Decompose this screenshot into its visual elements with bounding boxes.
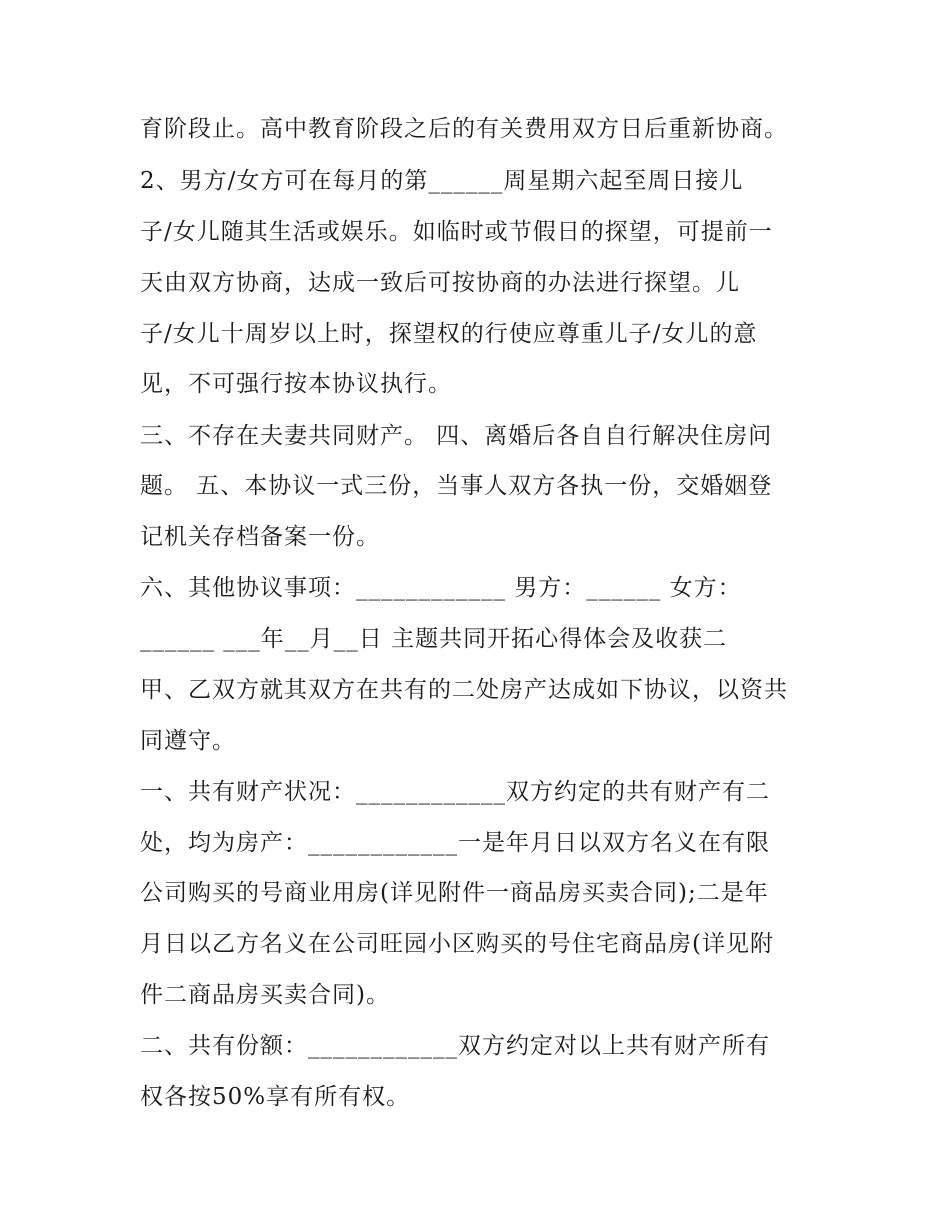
text-line: 记机关存档备案一份。 xyxy=(140,524,380,550)
text-line: 天由双方协商，达成一致后可按协商的办法进行探望。儿 xyxy=(140,270,740,296)
text-line: 子/女儿随其生活或娱乐。如临时或节假日的探望，可提前一 xyxy=(140,219,773,245)
text-line: 公司购买的号商业用房(详见附件一商品房买卖合同);二是年 xyxy=(140,880,769,906)
text-line: 子/女儿十周岁以上时，探望权的行使应尊重儿子/女儿的意 xyxy=(140,321,758,347)
text-line: ______ ___年__月__日 主题共同开拓心得体会及收获二 xyxy=(140,626,728,652)
text-line: 二、共有份额：____________双方约定对以上共有财产所有 xyxy=(140,1033,770,1059)
text-line: 甲、乙双方就其双方在共有的二处房产达成如下协议，以资共 xyxy=(140,677,788,703)
text-line: 同遵守。 xyxy=(140,728,236,754)
text-line: 育阶段止。高中教育阶段之后的有关费用双方日后重新协商。 xyxy=(140,116,788,142)
text-line: 件二商品房买卖合同)。 xyxy=(140,982,390,1008)
text-line: 处，均为房产：____________一是年月日以双方名义在有限 xyxy=(140,830,770,856)
text-line: 题。 五、本协议一式三份，当事人双方各执一份，交婚姻登 xyxy=(140,473,773,499)
text-line: 2、男方/女方可在每月的第______周星期六起至周日接儿 xyxy=(140,168,744,194)
text-line: 三、不存在夫妻共同财产。 四、离婚后各自自行解决住房问 xyxy=(140,423,773,449)
text-line: 月日以乙方名义在公司旺园小区购买的号住宅商品房(详见附 xyxy=(140,931,774,957)
text-line: 一、共有财产状况：____________双方约定的共有财产有二 xyxy=(140,779,770,805)
text-line: 权各按50%享有所有权。 xyxy=(140,1084,411,1110)
text-line: 见，不可强行按本协议执行。 xyxy=(140,371,452,397)
text-line: 六、其他协议事项：____________ 男方：______ 女方： xyxy=(140,575,742,601)
